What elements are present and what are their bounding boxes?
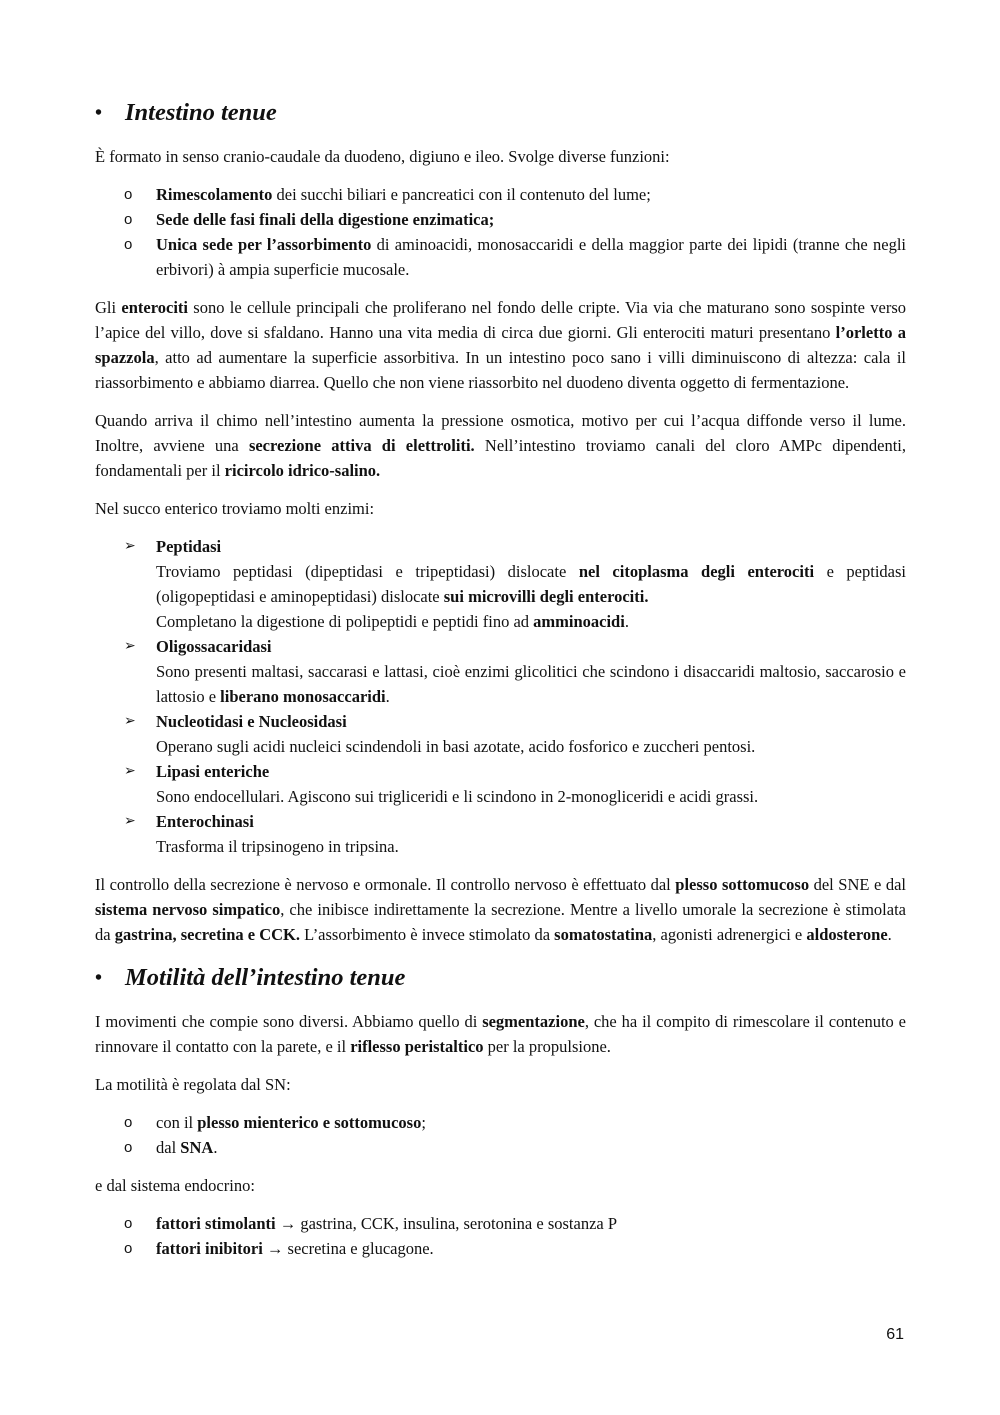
document-page: [95, 96, 906, 1274]
circle-bullet-icon: o: [124, 186, 133, 203]
chimo-paragraph: Quando arriva il chimo nell’intestino aumenta la pressione osmotica, motivo per cui l’acqua diffonde verso il lume. Inoltre, avviene una secrezione attiva di elettroliti. Nell’intestino troviamo canali del cloro AMPc dipendenti, fondamentali per il ricircolo idrico-salino.: [95, 411, 907, 480]
movimenti-paragraph: I movimenti che compie sono diversi. Abbiamo quello di segmentazione, che ha il compito di rimescolare il contenuto e rinnovare il contatto con la parete, e il riflesso peristaltico per la propulsione.: [95, 1012, 906, 1056]
page-number: 61: [886, 1326, 904, 1343]
section-heading-motilita: [95, 961, 906, 995]
bullet-icon: •: [95, 102, 103, 124]
enzyme-title: Nucleotidasi e Nucleosidasi: [156, 712, 347, 731]
circle-bullet-icon: o: [124, 211, 133, 228]
arrow-bullet-icon: ➢: [124, 638, 136, 654]
list-item: [95, 809, 906, 859]
enterociti-paragraph: Gli enterociti sono le cellule principali che proliferano nel fondo delle cripte. Via via che maturano sono sospinte verso l’apice del villo, dove si sfaldano. Hanno una vita media di circa due giorni. Gli enterociti maturi presentano l’orletto a spazzola, atto ad aumentare la superficie assorbitiva. In un intestino poco sano i villi diminuiscono di altezza: cala il riassorbimento e abbiamo diarrea. Quello che non viene riassorbito nel duodeno diventa oggetto di fermentazione.: [95, 298, 906, 392]
arrow-bullet-icon: ➢: [124, 813, 136, 829]
circle-bullet-icon: o: [124, 236, 133, 253]
endocrino-intro: e dal sistema endocrino:: [95, 1176, 255, 1195]
arrow-bullet-icon: ➢: [124, 538, 136, 554]
arrow-bullet-icon: ➢: [124, 763, 136, 779]
circle-bullet-icon: o: [124, 1240, 133, 1257]
list-item: o con il plesso mienterico e sottomucoso;: [95, 1110, 906, 1135]
sn-list: [95, 1110, 906, 1160]
list-item: [95, 634, 906, 709]
bullet-icon: •: [95, 967, 103, 989]
endocrine-list: [95, 1211, 906, 1261]
enzyme-description: Trasforma il tripsinogeno in tripsina.: [156, 837, 399, 856]
list-item: o fattori stimolanti → gastrina, CCK, insulina, serotonina e sostanza P: [95, 1211, 906, 1236]
circle-bullet-icon: o: [124, 1215, 133, 1232]
circle-bullet-icon: o: [124, 1139, 133, 1156]
enzyme-description: Sono presenti maltasi, saccarasi e lattasi, cioè enzimi glicolitici che scindono i disaccaridi maltosio, saccarosio e lattosio e liberano monosaccaridi.: [156, 662, 906, 706]
enzyme-description: Operano sugli acidi nucleici scindendoli in basi azotate, acido fosforico e zuccheri pentosi.: [156, 737, 756, 756]
functions-list: [95, 182, 906, 282]
list-item: o dal SNA.: [95, 1135, 906, 1160]
enzyme-title: Oligossacaridasi: [156, 637, 272, 656]
enzyme-description: Sono endocellulari. Agiscono sui trigliceridi e li scindono in 2-monogliceridi e acidi grassi.: [156, 787, 759, 806]
section-heading-intestino-tenue: [95, 96, 906, 130]
intro-paragraph: È formato in senso cranio-caudale da duodeno, digiuno e ileo. Svolge diverse funzioni:: [95, 147, 670, 166]
enzyme-title: Enterochinasi: [156, 812, 254, 831]
list-item: o Unica sede per l’assorbimento di aminoacidi, monosaccaridi e della maggior parte dei lipidi (tranne che negli erbivori) à ampia superficie mucosale.: [95, 232, 906, 282]
enzyme-description: Troviamo peptidasi (dipeptidasi e tripeptidasi) dislocate nel citoplasma degli enterociti e peptidasi (oligopeptidasi e aminopeptidasi) dislocate sui microvilli degli enterociti.: [156, 562, 906, 606]
enzyme-list: [95, 534, 906, 859]
list-item: o Rimescolamento dei succhi biliari e pancreatici con il contenuto del lume;: [95, 182, 906, 207]
list-item: [95, 709, 906, 759]
enzyme-title: Lipasi enteriche: [156, 762, 270, 781]
list-item: o fattori inibitori → secretina e glucagone.: [95, 1236, 906, 1261]
heading-text: Intestino tenue: [125, 99, 277, 126]
controllo-paragraph: Il controllo della secrezione è nervoso e ormonale. Il controllo nervoso è effettuato dal plesso sottomucoso del SNE e dal sistema nervoso simpatico, che inibisce indirettamente la secrezione. Mentre a livello umorale la secrezione è stimolata da gastrina, secretina e CCK. L’assorbimento è invece stimolato da somatostatina, agonisti adrenergici e aldosterone.: [95, 875, 906, 944]
motilita-intro: La motilità è regolata dal SN:: [95, 1075, 291, 1094]
list-item: o Sede delle fasi finali della digestione enzimatica;: [95, 207, 906, 232]
arrow-bullet-icon: ➢: [124, 713, 136, 729]
heading-text: Motilità dell’intestino tenue: [125, 964, 406, 991]
enzimi-intro: Nel succo enterico troviamo molti enzimi:: [95, 499, 375, 518]
list-item: [95, 534, 906, 634]
circle-bullet-icon: o: [124, 1114, 133, 1131]
list-item: [95, 759, 906, 809]
enzyme-title: Peptidasi: [156, 537, 222, 556]
enzyme-description: Completano la digestione di polipeptidi e peptidi fino ad amminoacidi.: [156, 612, 629, 631]
